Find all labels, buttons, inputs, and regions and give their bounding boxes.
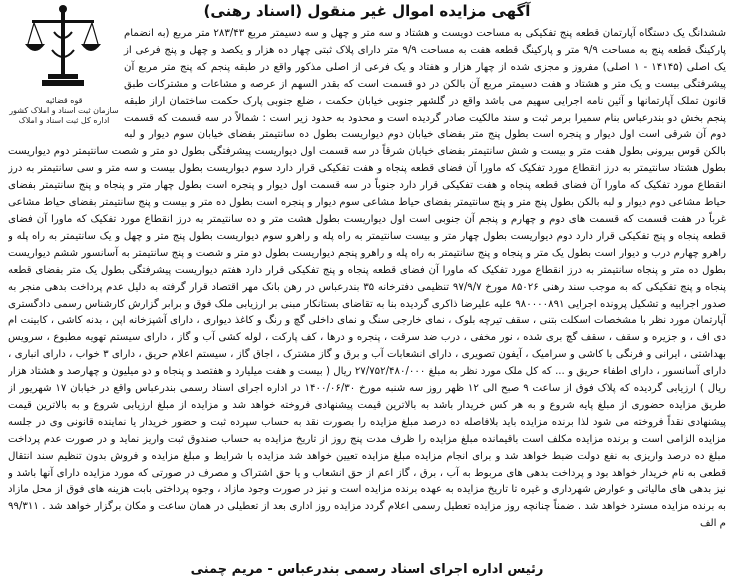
org-general-office-label: اداره کل ثبت اسناد و املاک — [18, 116, 110, 125]
emblem-spacer — [8, 26, 124, 130]
org-judiciary-label: قوه قضائیه — [45, 96, 83, 105]
org-registration-label: سازمان ثبت اسناد و املاک کشور — [9, 106, 119, 115]
signature-line: رئیس اداره اجرای اسناد رسمی بندرعباس - مریم چمنی — [190, 562, 544, 577]
notice-title: آگهی مزایده اموال غیر منقول (اسناد رهنی) — [203, 2, 531, 20]
notice-body — [8, 26, 726, 546]
notice-body-text: ششدانگ یک دستگاه آپارتمان قطعه پنج تفکیکی به مساحت دویست و هشتاد و سه متر و چهل و سه دسیمتر مربع ۲۸۳/۴۳ متر مربع (به انضمام پارکینگ قطعه پنج به مساحت ۹/۹ متر و پارکینگ قطعه هفت به مساحت ۹/۹ متر دارای پلاک ثبتی چهار ده هزار و یکصد و چهل و پنج فرعی از یک اصلی (۱۴۱۴۵ - ۱ اصلی) مفروز و مجزی شده از چهار هزار و هفتاد و یک فرعی از اصلی مذکور واقع در طبقه پنجم که پنج متر مربع آن پیشرفتگی بیست و یک متر و هشتاد و هفت دسیمتر مربع آن بالکن در دو قسمت است که بقدر السهم از عرصه و مشاعات و مشترکات طبق قانون تملک آپارتمانها و آئین نامه اجرایی سهیم می باشد واقع در گلشهر جنوبی خیابان حکمت ، ضلع جنوبی پارک حکمت ساختمان اراز طبقه پنجم بخش دو بندرعباس بنام سمیرا برمر ثبت و سند مالکیت صادر گردیده است و محدود به حدود زیر است : شمالاً در سه قسمت که قسمت دوم آن شرقی است اول دیوار و پنجره است بطول پنج متر بفضای خیابان دوم دیواریست بطول ده سانتیمتر بفضای خیابان سوم دیوار و لبه بالکن قوس بیرونی بطول هفت متر و بیست و شش سانتیمتر بفضای خیابان شرقاً در سه قسمت اول دیواریست پیشرفتگی بطول دو متر و شصت سانتیمتر دوم دیواریست بطول هشتاد سانتیمتر به درز انقطاع مورد تفکیک که ماورا آن فضای قطعه پنجاه و هفت تفکیکی قرار دارد سوم دیواریست بطول بیست و سه متر و سی سانتیمتر به درز انقطاع مورد تفکیک که ماورا آن فضای قطعه پنجاه و هفت تفکیکی قرار دارد جنوباً در سه قسمت اول دیوار و پنجره است بطول چهار متر و پنجاه و پنج سانتیمتر بفضای حیاط مشاعی دوم دیوار و لبه بالکن بطول پنج متر و پنج سانتیمتر بفضای حیاط مشاعی سوم دیوار و پنجره است بطول ده متر و بیست و پنج سانتیمتر بفضای حیاط مشاعی غرباً در هفت قسمت که قسمت های دوم و چهارم و پنجم آن جنوبی است اول دیواریست بطول هشت متر و ده سانتیمتر به درز انقطاع مورد تفکیک که ماورا آن فضای قطعه پنجاه و پنج تفکیکی قرار دارد دوم دیواریست بطول چهار متر و بیست سانتیمتر به راه پله و راهرو سوم دیواریست بطول پنج متر و چهل و یک سانتیمتر به راه پله و راهرو چهارم درب و دیوار است بطول یک متر و پنجاه و پنج سانتیمتر به راه پله و راهرو پنجم دیواریست بطول دو متر و شصت و پنج سانتیمتر به آسانسور ششم دیواریست بطول ده متر و پنجاه سانتیمتر به درز انقطاع مورد تفکیک که ماورا آن فضای قطعه پنجاه و پنج تفکیکی قرار دارد هفتم دیواریست پیشرفتگی بطول یک متر بفضای قطعه پنجاه و پنج تفکیکی که به موجب سند رهنی ۸۵۰۲۶ مورخ ۹۷/۹/۷ تنظیمی دفترخانه ۳۵ بندرعباس در رهن بانک مهر اقتصاد قرار گرفته به دلیل عدم پرداخت بدهی منجر به صدور اجراییه و تشکیل پرونده اجرایی ۹۸۰۰۰۰۸۹۱ علیه علیرضا ذاکری گردیده بنا به تقاضای بستانکار مبنی بر ارزیابی ملک فوق و برابر گزارش کارشناس رسمی دادگستری آپارتمان مورد نظر با مشخصات اسکلت بتنی ، سقف تیرچه بلوک ، نمای خارجی سنگ و نمای داخلی گچ و رنگ و کاغذ دیواری ، دارای آشپزخانه اپن ، بدنه کاشی ، کابینت ام دی اف ، و جزیره و سقف ، سقف گچ بری شده ، نور مخفی ، درب ضد سرقت ، پنجره و درها ، کف پارکت ، لوله کشی آب و گاز ، دارای سیستم تهویه مطبوع ، سرویس بهداشتی ، ایرانی و فرنگی با کاشی و سرامیک ، آیفون تصویری ، دارای انشعابات آب و برق و گاز مشترک ، اجاق گاز ، سیستم اعلام حریق ، دارای ۳ خواب ، دارای انباری ، دارای آسانسور ، دارای اطفاء حریق و ... که کل ملک مورد نظر به مبلغ ۲۷/۷۵۲/۴۸۰/۰۰۰ ریال ( بیست و هفت میلیارد و هفتصد و پنجاه و دو میلیون و چهارصد و هشتاد هزار ریال ) ارزیابی گردیده که پلاک فوق از ساعت ۹ صبح الی ۱۲ ظهر روز سه شنبه مورخ ۱۴۰۰/۰۶/۳۰ در اداره اجرای اسناد رسمی بندرعباس واقع در خیابان ۱۷ شهریور از طریق مزایده حضوری از مبلغ پایه شروع و به هر کس خریدار باشد به بالاترین قیمت پیشنهادی فروخته خواهد شد و مزایده از مبلغ ارزیابی شروع و به بالاترین قیمت پیشنهادی نقداً فروخته می شود لذا برنده مزایده باید بلافاصله ده درصد مبلغ مزایده را بصورت نقد به حساب سپرده ثبت و حضور خریدار یا نماینده قانونی وی در جلسه مزایده الزامی است و برنده مزایده مکلف است باقیمانده مبلغ مزایده را ظرف مدت پنج روز از تاریخ مزایده به حساب صندوق ثبت واریز نماید و در صورت عدم پرداخت مبلغ ده درصد واریزی به نفع دولت ضبط خواهد شد و برای انجام مزایده مبلغ مزایده تعیین خواهد شد مزایده با شرایط و مبلغ مزایده و فروش بدون تنظیم سند انتقال قطعی به نام خریدار خواهد بود و پرداخت بدهی های مربوط به آب ، برق ، گاز اعم از حق انشعاب و یا حق اشتراک و مصرف در صورتی که مورد مزایده دارای آنها باشد و نیز بدهی های مالیاتی و عوارض شهرداری و غیره تا تاریخ مزایده به عهده برنده مزایده است و نیز در صورت وجود مازاد ، وجوه پرداختی بابت هزینه های فوق از محل مازاد به برنده مزایده مسترد خواهد شد . ضمناً چنانچه روز مزایده تعطیل رسمی اعلام گردد مزایده روز اداری بعد از تعطیلی در همان ساعت و مکان برگزار خواهد شد . ۹۹/۳۱۱ م الف — [8, 28, 726, 530]
